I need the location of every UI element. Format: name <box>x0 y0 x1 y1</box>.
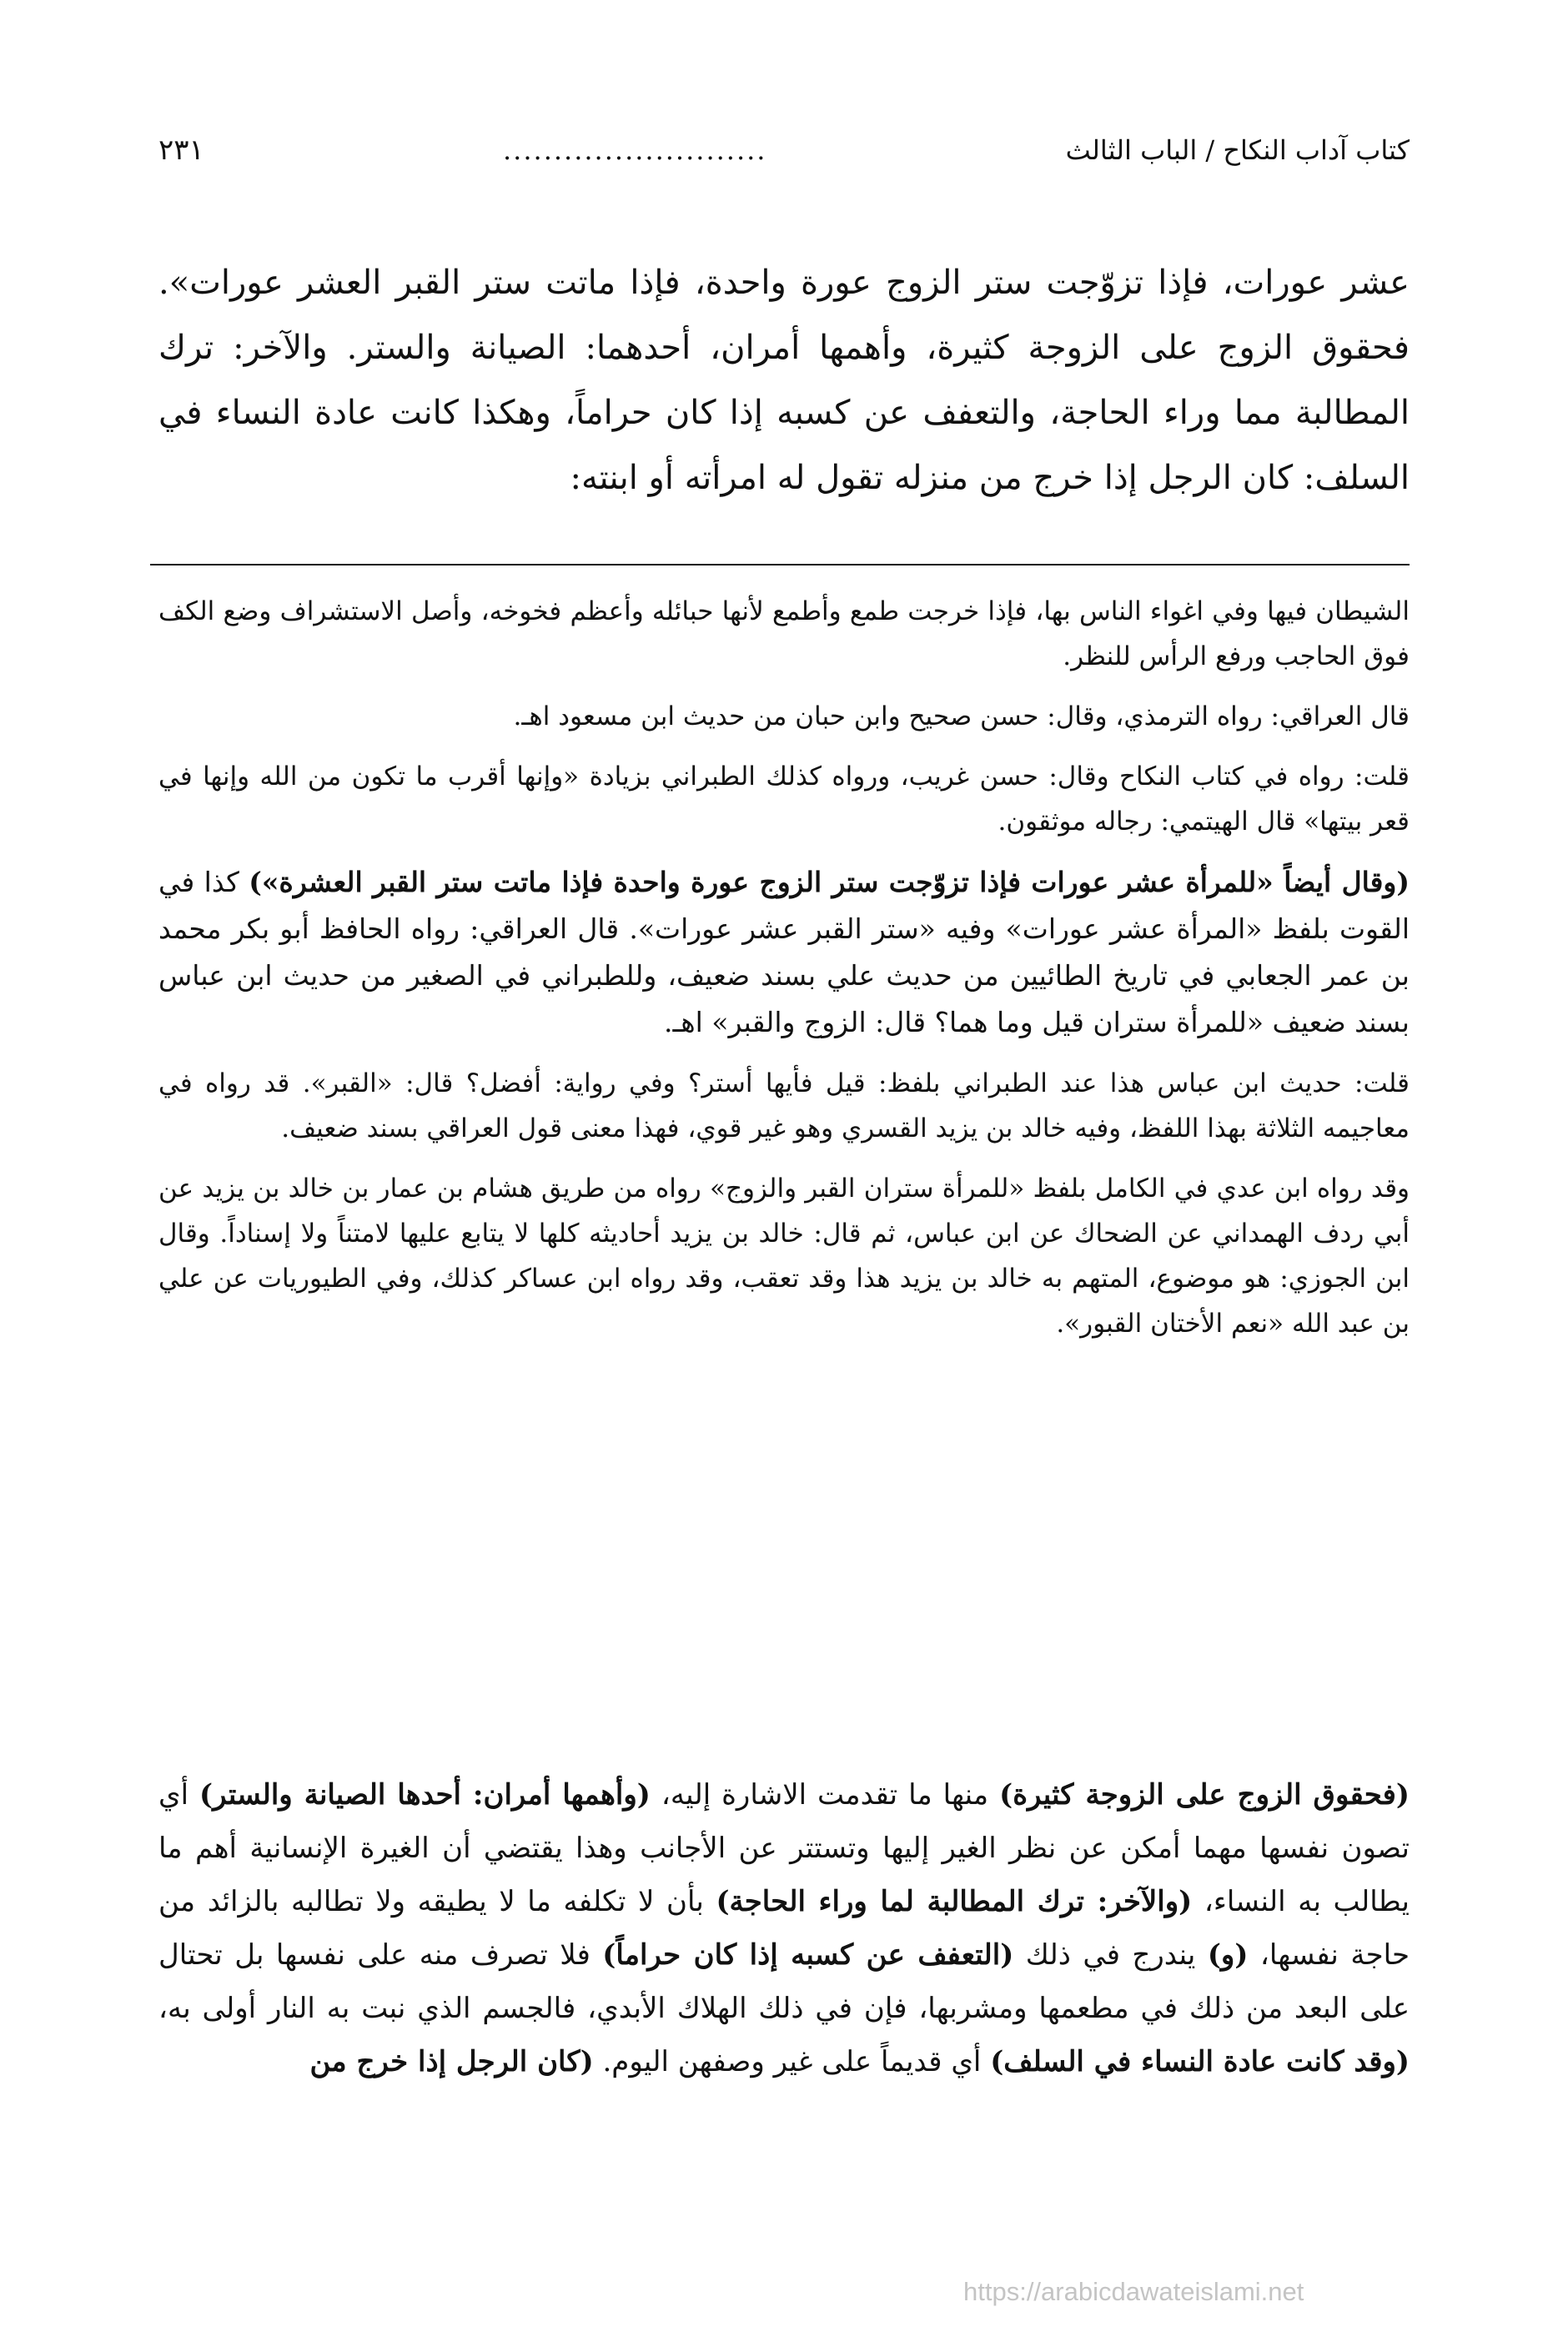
commentary-paragraph: الشيطان فيها وفي اغواء الناس بها، فإذا خرجت طمع وأطمع لأنها حبائله وأعظم فخوخه، وأصل الاستشراف وضع الكف فوق الحاجب ورفع الرأس للنظر. <box>158 596 1410 671</box>
running-head <box>158 125 1410 175</box>
explanation-segment: فلا تصرف منه على نفسها بل تحتال على البعد من ذلك في مطعمها ومشربها، فإن في ذلك الهلاك الأبدي، فالجسم الذي نبت به النار أولى به، <box>158 1938 1410 2025</box>
quoted-text: (وقد كانت عادة النساء في السلف) <box>990 2045 1410 2078</box>
quoted-text: (والآخر: ترك المطالبة لما وراء الحاجة) <box>716 1885 1193 1918</box>
explanation-segment: منها ما تقدمت الاشارة إليه، <box>650 1778 1000 1812</box>
explanation-segment: أي تصون نفسها مهما أمكن عن نظر الغير إليها وتستتر عن الأجانب وهذا يقتضي أن الغيرة الإنسانية أهم ما يطالب به النساء، <box>158 1778 1410 1918</box>
commentary-paragraph: وقد رواه ابن عدي في الكامل بلفظ «للمرأة ستران القبر والزوج» رواه من طريق هشام بن عمار بن خالد بن يزيد عن أبي ردف الهمداني عن الضحاك عن ابن عباس، ثم قال: خالد بن يزيد أحاديثه كلها لا يتابع عليها لامتناً ولا إسناداً. وقال ابن الجوزي: هو موضوع، المتهم به خالد بن يزيد هذا وقد تعقب، وقد رواه ابن عساكر كذلك، وفي الطيوريات عن علي بن عبد الله «نعم الأختان القبور». <box>158 1174 1410 1339</box>
quoted-text: (كان الرجل إذا خرج من <box>309 2045 594 2078</box>
explanation-segment: بأن لا تكلفه ما لا يطيقه ولا تطالبه بالزائد من حاجة نفسها، <box>158 1885 1410 1972</box>
commentary-paragraph: قال العراقي: رواه الترمذي، وقال: حسن صحيح وابن حبان من حديث ابن مسعود اهـ. <box>513 701 1410 731</box>
quoted-text: (وقال أيضاً «للمرأة عشر عورات فإذا تزوّجت ستر الزوج عورة واحدة فإذا ماتت ستر القبر العشرة») <box>249 866 1410 898</box>
footnote-divider <box>150 564 1410 565</box>
commentary-text: كذا في القوت بلفظ «المرأة عشر عورات» وفيه «ستر القبر عشر عورات». قال العراقي: رواه الحافظ أبو بكر محمد بن عمر الجعابي في تاريخ الطائيين من حديث علي بسند ضعيف، وللطبراني في الصغير من حديث ابن عباس بسند ضعيف «للمرأة ستران قيل وما هما؟ قال: الزوج والقبر» اهـ. <box>158 866 1410 1038</box>
quoted-text: (التعفف عن كسبه إذا كان حراماً) <box>602 1938 1014 1972</box>
commentary-paragraph: قلت: رواه في كتاب النكاح وقال: حسن غريب، ورواه كذلك الطبراني بزيادة «وإنها أقرب ما تكون من الله وإنها في قعر بيتها» قال الهيتمي: رجاله موثقون. <box>158 761 1410 837</box>
main-text <box>158 250 1410 510</box>
source-watermark: https://arabicdawateislami.net <box>963 2277 1304 2306</box>
commentary-paragraph <box>158 859 1410 1046</box>
quoted-text: (فحقوق الزوج على الزوجة كثيرة) <box>999 1778 1410 1812</box>
quoted-text: (وأهمها أمران: أحدها الصيانة والستر) <box>199 1778 651 1812</box>
main-paragraph: عشر عورات، فإذا تزوّجت ستر الزوج عورة واحدة، فإذا ماتت ستر القبر العشر عورات». فحقوق الزوج على الزوجة كثيرة، وأهمها أمران، أحدهما: الصيانة والستر. والآخر: ترك المطالبة مما وراء الحاجة، والتعفف عن كسبه إذا كان حراماً، وهكذا كانت عادة النساء في السلف: كان الرجل إذا خرج من منزله تقول له امرأته أو ابنته: <box>158 264 1410 497</box>
commentary-paragraph: قلت: حديث ابن عباس هذا عند الطبراني بلفظ: قيل فأيها أستر؟ وفي رواية: أفضل؟ قال: «القبر». قد رواه في معاجيمه الثلاثة بهذا اللفظ، وفيه خالد بن يزيد القسري وهو غير قوي، فهذا معنى قول العراقي بسند ضعيف. <box>158 1068 1410 1143</box>
commentary <box>158 589 1410 1361</box>
explanation-segment: يندرج في ذلك <box>1013 1938 1208 1972</box>
explanation-text <box>158 1768 1410 2088</box>
explanation-segment: أي قديماً على غير وصفهن اليوم. <box>593 2045 991 2078</box>
running-head-title: كتاب آداب النكاح / الباب الثالث <box>1065 134 1410 166</box>
explanation-paragraph <box>158 1768 1410 2088</box>
leader-dots: .......................... <box>503 134 767 166</box>
page-number: ٢٣١ <box>158 133 204 167</box>
quoted-text: (و) <box>1207 1938 1249 1972</box>
